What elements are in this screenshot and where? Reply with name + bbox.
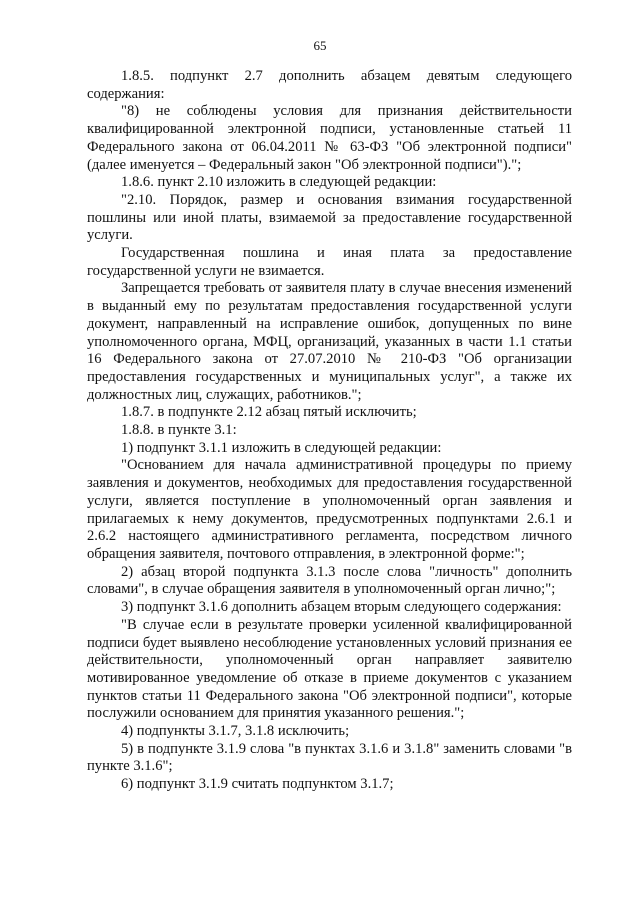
paragraph: 1.8.6. пункт 2.10 изложить в следующей редакции:: [121, 174, 437, 191]
paragraph: 1.8.7. в подпункте 2.12 абзац пятый исключить;: [121, 404, 417, 421]
paragraph: 6) подпункт 3.1.9 считать подпунктом 3.1.7;: [121, 776, 394, 793]
paragraph: 1.8.5. подпункт 2.7 дополнить абзацем девятым следующего содержания:: [87, 68, 572, 102]
paragraph: "В случае если в результате проверки усиленной квалифицированной подписи будет выявлено несоблюдение установленных условий признания ее действительности, уполномоченный орган направляет заявителю мотивированное уведомление об отказе в приеме документов с указанием пунктов статьи 11 Федерального закона "Об электронной подписи", которые послужили основанием для принятия указанного решения.";: [87, 616, 572, 722]
paragraph: 4) подпункты 3.1.7, 3.1.8 исключить;: [121, 723, 350, 740]
paragraph: Государственная пошлина и иная плата за предоставление государственной услуги не взимается.: [87, 245, 572, 279]
paragraph: "2.10. Порядок, размер и основания взимания государственной пошлины или иной платы, взимаемой за предоставление государственной услуги.: [87, 191, 572, 244]
document-body: [87, 68, 572, 794]
paragraph: 1) подпункт 3.1.1 изложить в следующей редакции:: [121, 439, 442, 456]
paragraph: "Основанием для начала административной процедуры по приему заявления и документов, необходимых для предоставления государственной услуги, является поступление в уполномоченный орган заявления и прилагаемых к нему документов, предусмотренных подпунктами 2.6.1 и 2.6.2 настоящего административного регламента, посредством личного обращения заявителя, почтового отправления, в электронной форме:";: [87, 457, 572, 562]
paragraph: 1.8.8. в пункте 3.1:: [121, 422, 237, 439]
paragraph: "8) не соблюдены условия для признания действительности квалифицированной электронной подписи, установленные статьей 11 Федерального закона от 06.04.2011 № 63-ФЗ "Об электронной подписи" (далее именуется – Федеральный закон "Об электронной подписи").";: [87, 103, 572, 173]
paragraph: 5) в подпункте 3.1.9 слова "в пунктах 3.1.6 и 3.1.8" заменить словами "в пункте 3.1.6";: [87, 740, 572, 775]
paragraph: 3) подпункт 3.1.6 дополнить абзацем вторым следующего содержания:: [121, 599, 562, 616]
page-number: 65: [313, 38, 327, 53]
paragraph: Запрещается требовать от заявителя плату в случае внесения изменений в выданный ему по результатам предоставления государственной услуги документ, направленный на исправление ошибок, допущенных по вине уполномоченного органа, МФЦ, организаций, указанных в части 1.1 статьи 16 Федерального закона от 27.07.2010 № 210-ФЗ "Об организации предоставления государственных и муниципальных услуг", а также их должностных лиц, служащих, работников.";: [87, 280, 572, 403]
paragraph: 2) абзац второй подпункта 3.1.3 после слова "личность" дополнить словами", в случае обращения заявителя в уполномоченный орган лично;";: [87, 563, 572, 598]
